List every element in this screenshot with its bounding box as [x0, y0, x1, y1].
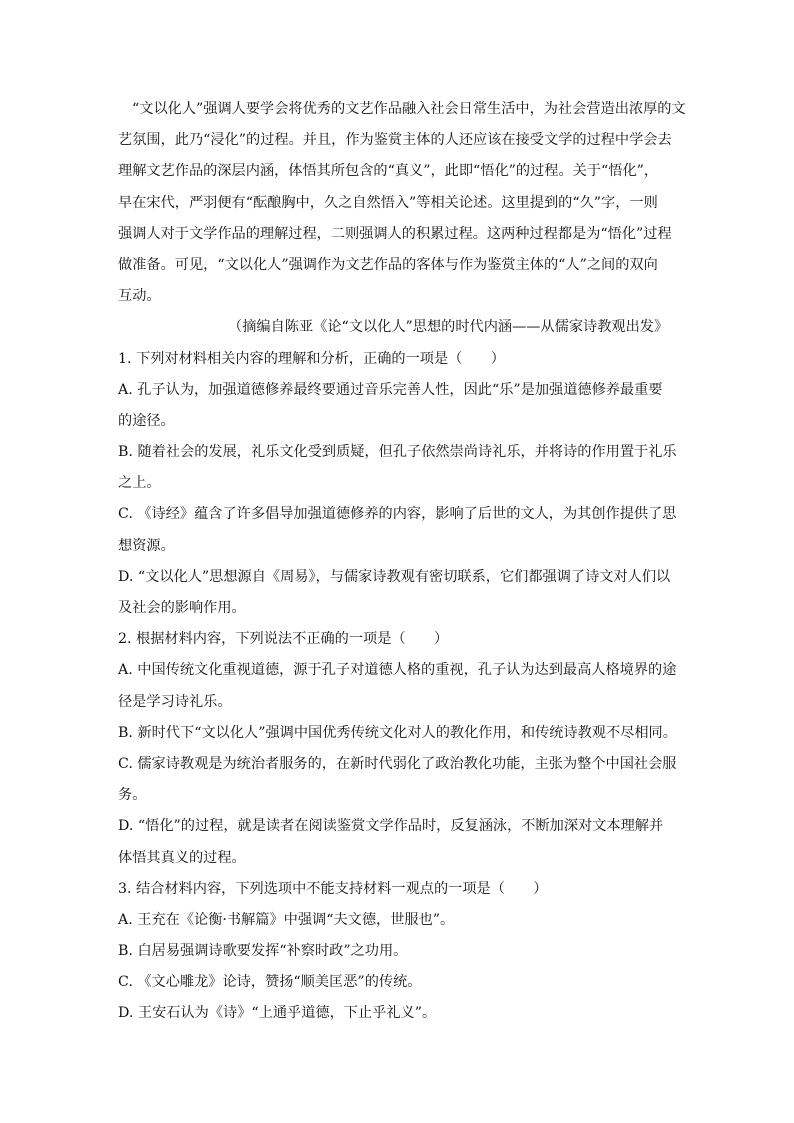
option-a: A. 孔子认为，加强道德修养最终要通过音乐完善人性，因此“乐”是加强道德修养最重要: [118, 381, 663, 398]
question-title: 3. 结合材料内容，下列选项中不能支持材料一观点的一项是（ ）: [118, 880, 548, 897]
option-d-cont: 及社会的影响作用。: [118, 600, 246, 616]
passage-line: 互动。: [118, 288, 161, 305]
question-title: 1. 下列对材料相关内容的理解和分析，正确的一项是（ ）: [118, 350, 505, 367]
option-a: A. 中国传统文化重视道德，源于孔子对道德人格的重视，孔子认为达到最高人格境界的途: [118, 662, 677, 679]
option-a-cont: 径是学习诗礼乐。: [118, 693, 232, 710]
passage-line: “文以化人”强调人要学会将优秀的文艺作品融入社会日常生活中，为社会营造出浓厚的文: [132, 101, 686, 117]
option-a-cont: 的途径。: [118, 412, 175, 429]
option-c: C. 儒家诗教观是为统治者服务的，在新时代弱化了政治教化功能，主张为整个中国社会服: [118, 755, 677, 772]
passage-line: 强调人对于文学作品的理解过程，二则强调人的积累过程。这两种过程都是为“悟化”过程: [118, 225, 672, 242]
passage-line: 艺氛围，此乃“浸化”的过程。并且，作为鉴赏主体的人还应该在接受文学的过程中学会去: [118, 132, 672, 149]
option-c: C. 《文心雕龙》论诗，赞扬“顺美匡恶”的传统。: [118, 974, 422, 991]
option-d: D. “文以化人”思想源自《周易》，与儒家诗教观有密切联系，它们都强调了诗文对人们以: [118, 568, 671, 585]
question-3: [118, 874, 678, 1030]
passage-line: 做准备。可见，“文以化人”强调作为文艺作品的客体与作为鉴赏主体的“人”之间的双向: [118, 256, 658, 273]
passage-line: 早在宋代，严羽便有“酝酿胸中，久之自然悟入”等相关论述。这里提到的“久”字，一则: [118, 194, 658, 211]
option-b: B. 随着社会的发展，礼乐文化受到质疑，但孔子依然崇尚诗礼乐，并将诗的作用置于礼乐: [118, 444, 677, 461]
option-b-cont: 之上。: [118, 475, 161, 492]
question-2: [118, 624, 678, 874]
document-page: [118, 94, 686, 1030]
passage-source: （摘编自陈亚《论“文以化人”思想的时代内涵——从儒家诗教观出发》: [228, 319, 669, 336]
option-b: B. 白居易强调诗歌要发挥“补察时政”之功用。: [118, 943, 408, 960]
option-d-cont: 体悟其真义的过程。: [118, 849, 246, 866]
passage: [118, 94, 686, 344]
option-c-cont: 想资源。: [118, 537, 175, 554]
question-1: [118, 344, 678, 625]
option-c: C. 《诗经》蕴含了许多倡导加强道德修养的内容，影响了后世的文人，为其创作提供了思: [118, 506, 677, 523]
question-title: 2. 根据材料内容，下列说法不正确的一项是（ ）: [118, 631, 449, 648]
option-c-cont: 务。: [118, 787, 147, 804]
option-d: D. “悟化”的过程，就是读者在阅读鉴赏文学作品时，反复涵泳，不断加深对文本理解并: [118, 818, 664, 835]
option-b: B. 新时代下“文以化人”强调中国优秀传统文化对人的教化作用，和传统诗教观不尽相同。: [118, 724, 677, 741]
option-a: A. 王充在《论衡·书解篇》中强调“夫文德，世服也”。: [118, 911, 455, 928]
passage-line: 理解文艺作品的深层内涵，体悟其所包含的“真义”，此即“悟化”的过程。关于“悟化”，: [118, 163, 659, 180]
option-d: D. 王安石认为《诗》“上通乎道德，下止乎礼义”。: [118, 1005, 437, 1022]
